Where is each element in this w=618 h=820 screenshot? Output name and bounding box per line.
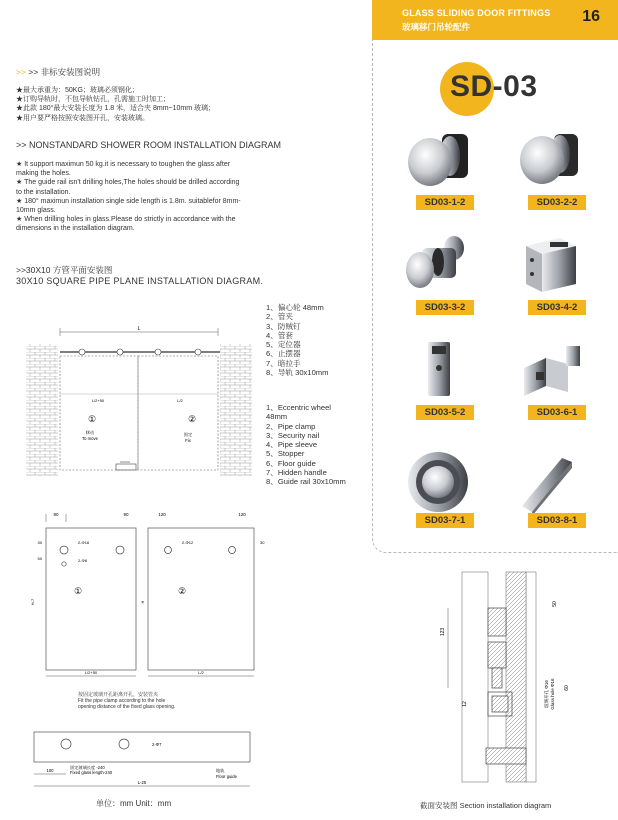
cn-line-3: ★此款 180°最大安装长度为 1.8 米，适合夹 8mm~10mm 玻璃； <box>16 105 216 113</box>
legend-cn-7: 7、暗拉手 <box>266 358 301 368</box>
product-label-8: SD03-8-1 <box>528 513 586 528</box>
legend-en-1b: 48mm <box>266 412 288 422</box>
product-label-3: SD03-3-2 <box>416 300 474 315</box>
dim-100: 100 <box>46 768 54 773</box>
en-line-1: ★ It support maximun 50 kg.it is necessary to toughen the glass after <box>16 161 231 168</box>
cn-notes <box>16 66 215 123</box>
cn-line-4: ★用户要严格按照安装图开孔，安装玻璃。 <box>16 114 149 122</box>
product-image-sd03-7-1 <box>402 450 472 516</box>
legend-cn-8: 8、导轨 30x10mm <box>266 368 329 378</box>
en-notes <box>16 140 306 234</box>
fixed-glass-cn: 固定玻璃长度 -240 <box>70 765 105 770</box>
product-label-7: SD03-7-1 <box>416 513 474 528</box>
product-image-sd03-6-1 <box>516 338 586 400</box>
legend-en-7: 7、Hidden handle <box>266 468 327 478</box>
sec-dim-60: 60 <box>564 685 570 691</box>
product-image-sd03-1-2 <box>404 128 476 192</box>
side-dim-30: 30 <box>37 540 42 545</box>
product-image-sd03-8-1 <box>518 454 584 516</box>
section-caption: 截面安装图 Section installation diagram <box>420 801 552 810</box>
header-title-cn: 玻璃移门吊轮配件 <box>402 22 471 32</box>
rail-hole: 2-Φ7 <box>152 742 162 747</box>
legend-en-8: 8、Guide rail 30x10mm <box>266 477 346 487</box>
cn-line-2: ★订购导轨时，不包导轨钻孔，孔需施工时加工； <box>16 96 170 104</box>
product-image-sd03-3-2 <box>402 232 474 296</box>
fix-en: Fix <box>185 438 191 443</box>
units-label: 单位：mm Unit：mm <box>96 799 172 808</box>
legend-cn <box>266 303 328 377</box>
dim-120-a: 120 <box>158 512 166 517</box>
logo-text: SD-03 <box>450 70 538 103</box>
panel2-number: ② <box>187 414 197 424</box>
legend-en-2: 2、Pipe clamp <box>266 421 316 431</box>
sec-dim-50: 50 <box>552 601 558 607</box>
hole-a: 2-Φ16 <box>78 540 90 545</box>
header-title-en: GLASS SLIDING DOOR FITTINGS <box>402 8 551 18</box>
en-heading: >> NONSTANDARD SHOWER ROOM INSTALLATION DIAGRAM <box>16 140 282 150</box>
hole-c: 2-Φ12 <box>182 540 194 545</box>
en-line-6: 10mm glass. <box>16 207 56 215</box>
legend-en <box>266 403 346 487</box>
legend-en-6: 6、Floor guide <box>266 458 316 468</box>
sec-dim-123: 123 <box>440 627 446 637</box>
dim-bottom-right: L/2 <box>177 398 183 403</box>
legend-cn-5: 5、定位器 <box>266 340 301 350</box>
sec-dim-12: 12 <box>462 701 468 707</box>
en-line-8: dimensions in the installation diagram. <box>16 225 135 233</box>
cn-line-1: ★最大承重为：50KG；玻璃必须钢化； <box>16 87 139 94</box>
model-logo <box>440 64 556 110</box>
product-label-6: SD03-6-1 <box>528 405 586 420</box>
en-line-7: ★ When drilling holes in glass.Please do strictly in accordance with the <box>16 216 236 224</box>
dim-90-b: 90 <box>123 512 129 517</box>
plane-installation-diagram <box>20 322 260 480</box>
fix-cn: 固定 <box>183 432 193 437</box>
hole-position-diagram <box>22 510 268 682</box>
legend-en-4: 4、Pipe sleeve <box>266 440 318 450</box>
hole-dim-bottom-right: L/2 <box>198 670 204 675</box>
side-dim-30b: 30 <box>260 540 265 545</box>
cn-heading: >> >> 非标安装图说明 <box>16 67 101 77</box>
rail-diagram <box>30 712 270 796</box>
move-en: To move <box>82 436 98 441</box>
legend-cn-4: 4、管套 <box>266 330 294 340</box>
legend-cn-3: 3、防贼钉 <box>266 321 301 331</box>
pipe-heading-en: 30X10 SQUARE PIPE PLANE INSTALLATION DIAGRAM. <box>16 276 264 286</box>
h-left: H-7 <box>30 598 35 606</box>
legend-en-1: 1、Eccentric wheel <box>266 403 331 412</box>
legend-cn-6: 6、止摆器 <box>266 349 301 359</box>
rail-note-en1: Fit the pipe clamp according to the hole <box>78 698 166 704</box>
legend-en-5: 5、Stopper <box>266 449 305 459</box>
en-line-2: making the holes. <box>16 170 71 178</box>
product-label-2: SD03-2-2 <box>528 195 586 210</box>
dim-bottom-left: L/2+50 <box>91 398 105 403</box>
floor-guide-cn: 地轨 <box>216 768 225 773</box>
legend-cn-1: 1、偏心轮 48mm <box>266 303 324 312</box>
rail-note-en2: opening distance of the fixed glass opening. <box>78 704 176 710</box>
header-band <box>372 0 618 40</box>
en-line-4: to the installation. <box>16 188 71 196</box>
legend-cn-2: 2、管夹 <box>266 312 294 322</box>
panel1-number: ① <box>87 414 97 424</box>
h-mid: H <box>140 600 145 604</box>
rail-note-cn: 按固定玻璃开孔距离开孔，安装管夹 <box>78 692 159 698</box>
product-label-1: SD03-1-2 <box>416 195 474 210</box>
dim-120-b: 120 <box>238 512 246 517</box>
glass-hole-en: Glass hole Φ16 <box>550 678 555 710</box>
product-image-sd03-2-2 <box>514 128 586 192</box>
en-line-5: ★ 180° maximun installation single side length is 1.8m. suitablefor 8mm- <box>16 197 241 205</box>
pipe-heading-cn: >>30X10 方管平面安装图 <box>16 265 113 275</box>
dim-l: L <box>137 326 141 332</box>
hole-dim-bottom-left: L/2+50 <box>84 670 98 675</box>
hole-panel1-number: ① <box>73 586 83 596</box>
dim-90-a: 90 <box>53 512 59 517</box>
dim-l-25: L-25 <box>137 780 147 785</box>
move-cn: 移动 <box>85 430 95 435</box>
product-label-4: SD03-4-2 <box>528 300 586 315</box>
glass-hole-cn: 玻璃开孔 Φ16 <box>544 680 549 708</box>
legend-en-3: 3、Security nail <box>266 430 320 440</box>
page-number: 16 <box>582 8 600 25</box>
product-image-sd03-4-2 <box>520 228 582 296</box>
section-installation-diagram <box>426 568 586 794</box>
rail-note <box>78 692 175 710</box>
hole-b: 2-Φ8 <box>78 558 87 563</box>
floor-guide-en: Floor guide <box>216 774 237 779</box>
fixed-glass-en: Fixed glass length-240 <box>70 770 113 775</box>
product-label-5: SD03-5-2 <box>416 405 474 420</box>
hole-panel2-number: ② <box>177 586 187 596</box>
side-dim-50: 50 <box>37 556 42 561</box>
en-line-3: ★ The guide rail isn't drilling holes,The holes should be drilled according <box>16 179 240 187</box>
product-image-sd03-5-2 <box>418 338 460 402</box>
